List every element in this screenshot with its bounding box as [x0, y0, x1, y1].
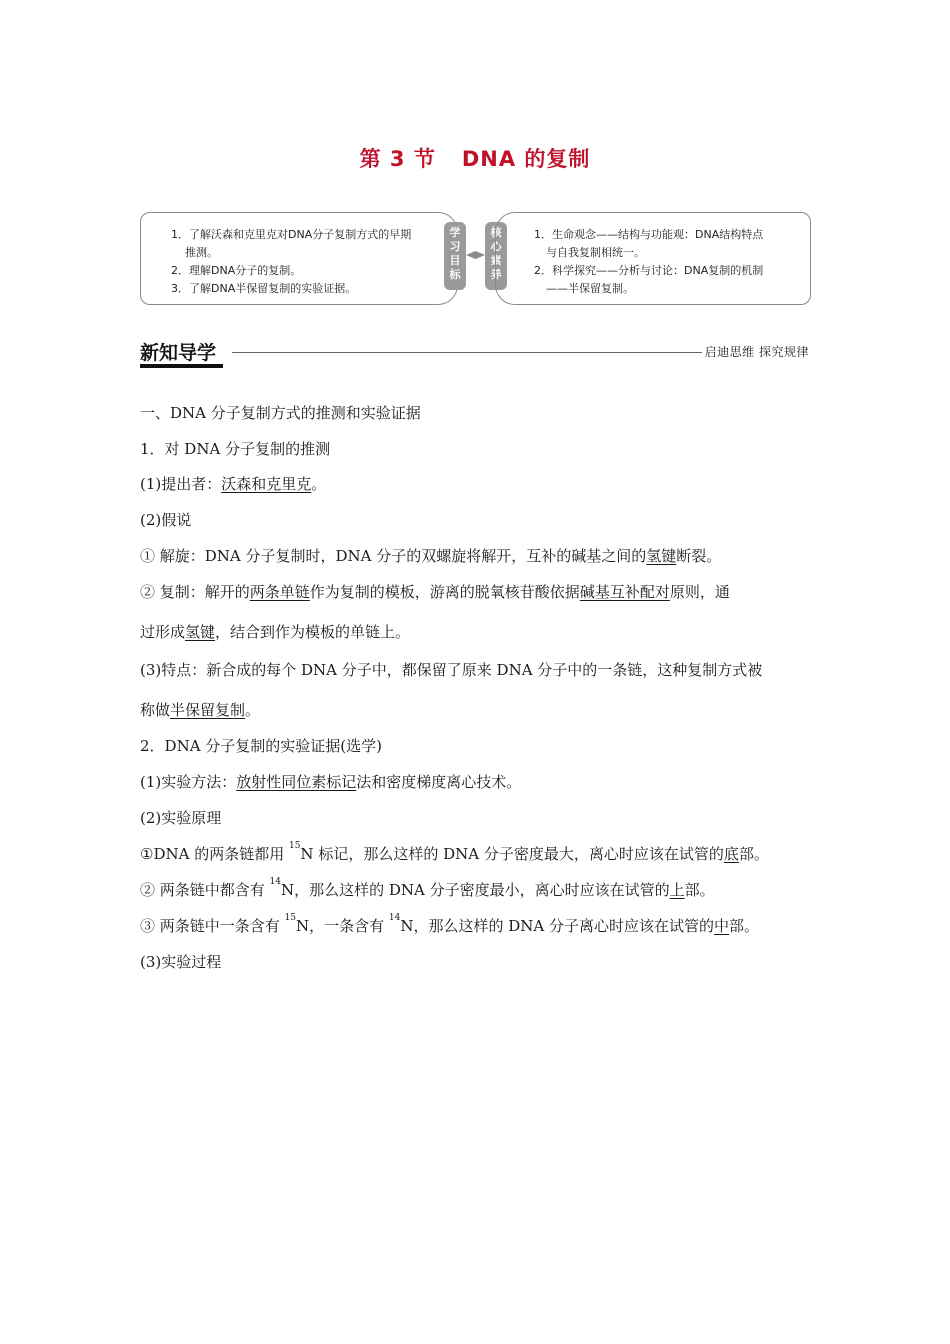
literacy-line: 与自我复制相统一。	[546, 246, 645, 259]
learning-objectives-tab: 学 习 目 标	[444, 222, 466, 290]
connector-diamond-icon	[466, 251, 485, 259]
section-underline	[140, 364, 223, 368]
section-label: 新知导学	[140, 342, 217, 364]
section-number: 第 3 节	[359, 147, 436, 171]
paragraph: ① 解旋：DNA 分子复制时，DNA 分子的双螺旋将解开，互补的碱基之间的氢键断裂。	[140, 547, 722, 565]
paragraph: (1)实验方法：放射性同位素标记法和密度梯度离心技术。	[140, 773, 522, 791]
paragraph: ② 两条链中都含有 $^{14}$N，那么这样的 DNA 分子密度最小，离心时应该在试管的上部。	[140, 877, 715, 899]
section-slogan: 启迪思维 探究规律	[704, 345, 809, 359]
answer-blank: 两条单链	[249, 583, 310, 601]
paragraph: (2)假说	[140, 511, 192, 529]
answer-blank: 上	[669, 881, 685, 899]
paragraph: (2)实验原理	[140, 809, 222, 827]
objective-line: 2．理解DNA分子的复制。	[171, 264, 302, 277]
objective-line: 推测。	[185, 246, 218, 259]
answer-blank: 底	[723, 845, 739, 863]
page-title	[0, 143, 950, 173]
answer-blank: 沃森和克里克	[221, 475, 312, 493]
literacy-line: ——半保留复制。	[546, 282, 634, 295]
heading-3: 2．DNA 分子复制的实验证据(选学)	[140, 737, 383, 755]
paragraph: 过形成氢键，结合到作为模板的单链上。	[140, 623, 411, 641]
section-header	[140, 338, 809, 368]
core-literacy-tab: 核 心 素 养	[485, 222, 507, 290]
learning-objectives-box	[140, 212, 458, 305]
answer-blank: 中	[714, 917, 730, 935]
paragraph: (3)特点：新合成的每个 DNA 分子中，都保留了原来 DNA 分子中的一条链，这种复制方式被	[140, 661, 763, 679]
section-name: DNA 的复制	[461, 147, 591, 171]
paragraph: ①DNA 的两条链都用 $^{15}$N 标记，那么这样的 DNA 分子密度最大，离心时应该在试管的底部。	[140, 841, 769, 863]
objective-line: 3．了解DNA半保留复制的实验证据。	[171, 282, 357, 295]
answer-blank: 半保留复制	[170, 701, 246, 719]
answer-blank: 氢键	[646, 547, 677, 565]
answer-blank: 放射性同位素标记	[236, 773, 357, 791]
paragraph: ② 复制：解开的两条单链作为复制的模板，游离的脱氧核苷酸依据碱基互补配对原则，通	[140, 583, 730, 601]
paragraph: ③ 两条链中一条含有 $^{15}$N，一条含有 $^{14}$N，那么这样的 DNA 分子离心时应该在试管的中部。	[140, 913, 760, 935]
heading-2: 1．对 DNA 分子复制的推测	[140, 440, 331, 458]
paragraph: (3)实验过程	[140, 953, 222, 971]
section-divider	[232, 352, 702, 353]
answer-blank: 碱基互补配对	[579, 583, 670, 601]
paragraph: (1)提出者：沃森和克里克。	[140, 475, 327, 493]
literacy-line: 2．科学探究——分析与讨论：DNA复制的机制	[534, 264, 764, 277]
answer-blank: 氢键	[185, 623, 216, 641]
core-literacy-box	[495, 212, 811, 305]
paragraph: 称做半保留复制。	[140, 701, 261, 719]
literacy-line: 1．生命观念——结构与功能观：DNA结构特点	[534, 228, 764, 241]
objective-line: 1．了解沃森和克里克对DNA分子复制方式的早期	[171, 228, 412, 241]
heading-1: 一、DNA 分子复制方式的推测和实验证据	[140, 404, 421, 422]
